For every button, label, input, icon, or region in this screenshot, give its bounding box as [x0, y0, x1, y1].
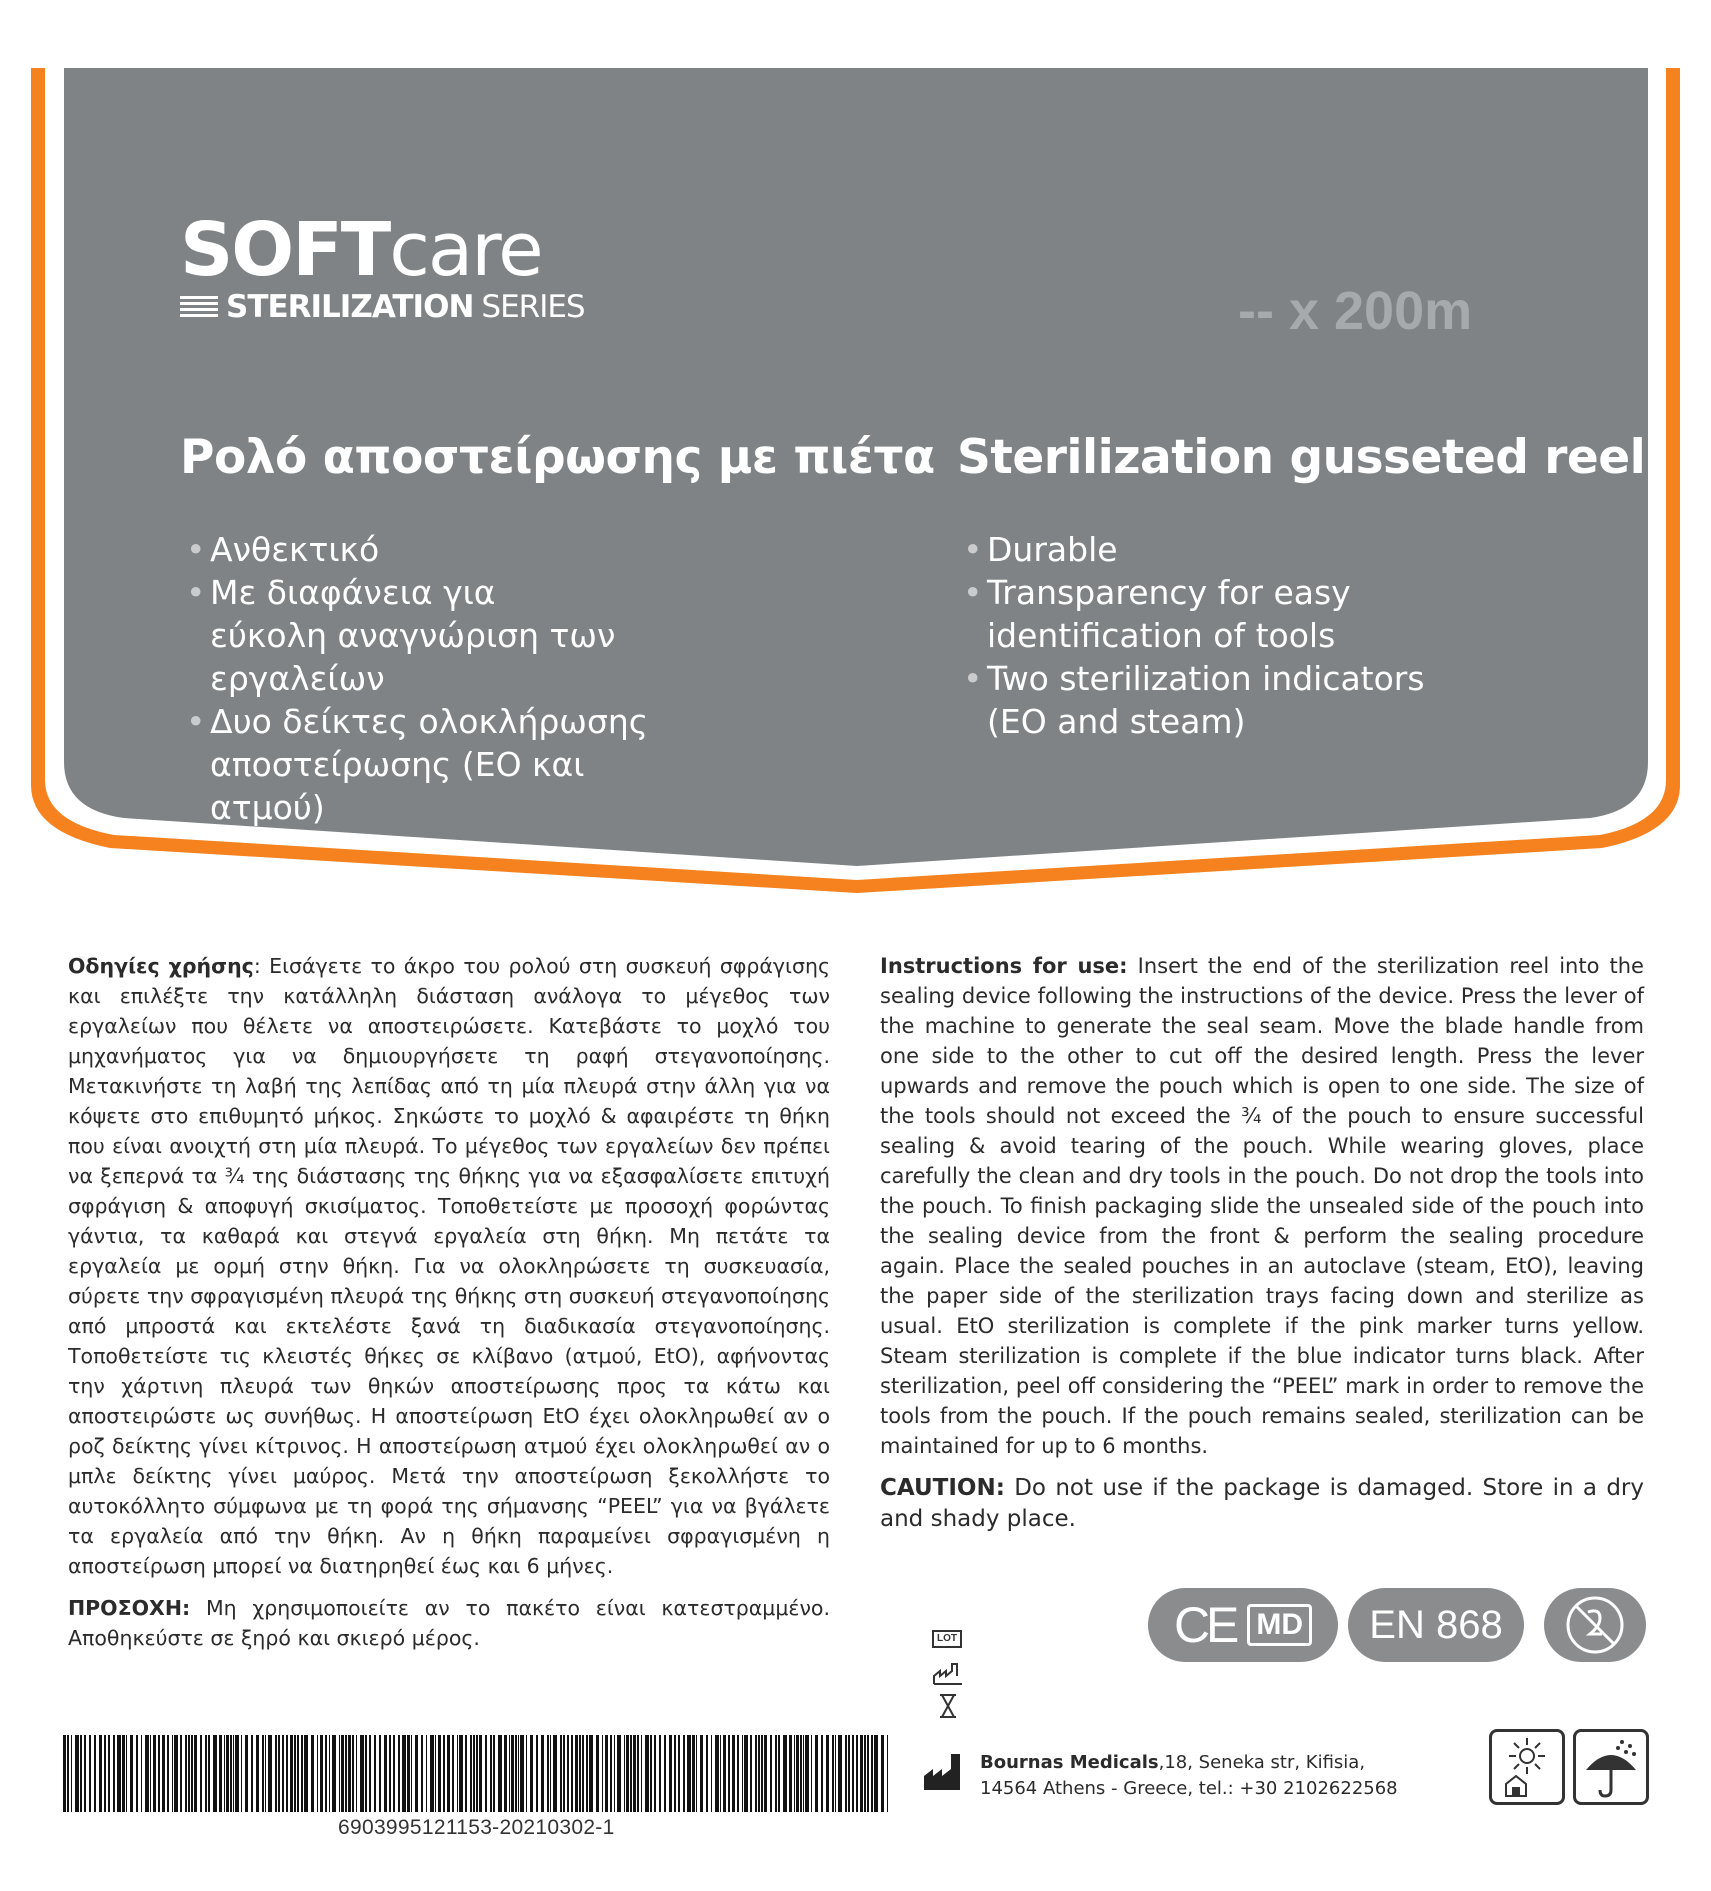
feature-item: • Ανθεκτικό	[180, 528, 680, 571]
keep-dry-symbol	[1573, 1729, 1649, 1805]
barcode-bar	[778, 1735, 780, 1812]
barcode-bar	[624, 1735, 625, 1812]
barcode-bar	[352, 1735, 354, 1812]
barcode-bar	[438, 1735, 441, 1812]
barcode-bar	[490, 1735, 492, 1812]
barcode-bar	[515, 1735, 517, 1812]
barcode-bar	[732, 1735, 735, 1812]
barcode-bar	[586, 1735, 588, 1812]
barcode-bar	[626, 1735, 629, 1812]
lot-icon: LOT	[932, 1630, 962, 1648]
barcode-bar	[803, 1735, 804, 1812]
barcode-bar	[99, 1735, 102, 1812]
barcode-bar	[617, 1735, 621, 1812]
barcode-bar	[191, 1735, 193, 1812]
barcode-bar	[476, 1735, 478, 1812]
barcode-bar	[185, 1735, 187, 1812]
barcode-bar	[687, 1735, 691, 1812]
barcode-bar	[871, 1735, 873, 1812]
barcode-bar	[536, 1735, 538, 1812]
barcode-bar	[683, 1735, 685, 1812]
greek-title: Ρολό αποστείρωσης με πιέτα	[180, 430, 935, 485]
feature-item: • Two sterilization indicators (EO and steam)	[957, 657, 1437, 743]
barcode-bar	[811, 1735, 812, 1812]
no-reuse-icon	[1564, 1594, 1626, 1656]
barcode-bar	[80, 1735, 82, 1812]
barcode-bar	[130, 1735, 133, 1812]
barcode-bar	[235, 1735, 239, 1812]
barcode-bar	[301, 1735, 303, 1812]
feature-item: • Durable	[957, 528, 1437, 571]
barcode-bar	[706, 1735, 708, 1812]
barcode-bar	[282, 1735, 284, 1812]
ce-md-badge	[1148, 1588, 1338, 1662]
barcode-bar	[158, 1735, 160, 1812]
barcode-bar	[860, 1735, 863, 1812]
barcode-bar	[265, 1735, 266, 1812]
barcode-bar	[641, 1735, 642, 1812]
barcode-bar	[674, 1735, 676, 1812]
english-title: Sterilization gusseted reel	[957, 430, 1646, 485]
barcode-bar	[459, 1735, 463, 1812]
barcode-bar	[723, 1735, 726, 1812]
barcode-bar	[805, 1735, 809, 1812]
barcode-bar	[571, 1735, 573, 1812]
barcode-bar	[874, 1735, 878, 1812]
barcode-bar	[393, 1735, 395, 1812]
barcode-bar	[311, 1735, 314, 1812]
barcode-bar	[75, 1735, 79, 1812]
feature-item: • Δυο δείκτες ολοκλήρωσης αποστείρωσης (ΕΟ και ατμού)	[180, 700, 680, 829]
barcode-bar	[696, 1735, 697, 1812]
brand-logo	[180, 207, 585, 325]
barcode-bar	[63, 1735, 66, 1812]
barcode-bar	[94, 1735, 96, 1812]
barcode-bar	[852, 1735, 854, 1812]
barcode-bar	[547, 1735, 549, 1812]
barcode-bar	[678, 1735, 680, 1812]
barcode-bar	[341, 1735, 344, 1812]
barcode-bar	[654, 1735, 656, 1812]
barcode-bar	[614, 1735, 615, 1812]
barcode-bar	[226, 1735, 229, 1812]
barcode-bar	[563, 1735, 565, 1812]
barcode-bar	[145, 1735, 149, 1812]
barcode-bar	[233, 1735, 234, 1812]
barcode-bar	[845, 1735, 847, 1812]
expiry-hourglass-icon	[938, 1693, 958, 1719]
barcode-bar	[329, 1735, 330, 1812]
barcode-bar	[715, 1735, 719, 1812]
manufacturer-info	[980, 1750, 1398, 1802]
barcode-bar	[530, 1735, 533, 1812]
barcode-bar	[520, 1735, 524, 1812]
barcode-bar	[180, 1735, 182, 1812]
barcode-bar	[117, 1735, 121, 1812]
barcode-bar	[789, 1735, 792, 1812]
barcode-bar	[479, 1735, 482, 1812]
barcode-bar	[856, 1735, 858, 1812]
manufacturer-factory-icon	[924, 1754, 970, 1790]
barcode-bar	[447, 1735, 450, 1812]
barcode-bar	[465, 1735, 467, 1812]
barcode-bar	[493, 1735, 495, 1812]
keep-dry-icon	[1576, 1732, 1646, 1802]
barcode-bar	[589, 1735, 593, 1812]
barcode-bar	[602, 1735, 603, 1812]
ce-mark: CE	[1173, 1597, 1236, 1653]
barcode-bar	[356, 1735, 357, 1812]
feature-item: • Με διαφάνεια για εύκολη αναγνώριση των εργαλείων	[180, 571, 620, 700]
barcode-bar	[560, 1735, 562, 1812]
barcode-bar	[153, 1735, 156, 1812]
barcode-bar	[770, 1735, 772, 1812]
barcode-bar	[245, 1735, 248, 1812]
barcode-number: 6903995121153-20210302-1	[338, 1816, 615, 1839]
barcode-bar	[268, 1735, 272, 1812]
barcode-bar	[881, 1735, 884, 1812]
barcode-bar	[470, 1735, 472, 1812]
barcode-bar	[867, 1735, 869, 1812]
barcode-bar	[498, 1735, 502, 1812]
barcode-bar	[304, 1735, 308, 1812]
barcode-bar	[669, 1735, 672, 1812]
barcode-bar	[402, 1735, 406, 1812]
feature-item: • Transparency for easy identification of tools	[957, 571, 1357, 657]
barcode-bar	[720, 1735, 721, 1812]
barcode-bar	[664, 1735, 666, 1812]
barcode-bar	[700, 1735, 703, 1812]
keep-away-from-sunlight-icon	[1492, 1732, 1562, 1802]
barcode-bar	[473, 1735, 475, 1812]
barcode-bar	[838, 1735, 842, 1812]
barcode-bar	[582, 1735, 584, 1812]
barcode-bar	[692, 1735, 695, 1812]
reel-quantity: -- x 200m	[1238, 281, 1473, 341]
barcode-bar	[126, 1735, 127, 1812]
barcode-bar	[610, 1735, 612, 1812]
barcode-bar	[348, 1735, 351, 1812]
brand-series: STERILIZATION SERIES	[180, 290, 585, 324]
series-lines-icon	[180, 296, 218, 318]
barcode-bar	[430, 1735, 434, 1812]
barcode-bar	[213, 1735, 217, 1812]
barcode-bar	[172, 1735, 173, 1812]
barcode-bar	[832, 1735, 834, 1812]
barcode-bar	[230, 1735, 232, 1812]
barcode-bar	[630, 1735, 632, 1812]
barcode-bar	[511, 1735, 514, 1812]
no-reuse-badge	[1544, 1588, 1646, 1662]
barcode-bar	[294, 1735, 296, 1812]
barcode-bar	[398, 1735, 400, 1812]
barcode-bar	[251, 1735, 253, 1812]
barcode-bar	[848, 1735, 850, 1812]
barcode-bar	[374, 1735, 376, 1812]
barcode-bar	[452, 1735, 454, 1812]
barcode-bar	[800, 1735, 802, 1812]
barcode-bar	[104, 1735, 106, 1812]
english-instructions-text: Instructions for use: Insert the end of the sterilization reel into the sealing device following the instructions of the device. Press the lever of the machine to generate the seal seam. Move the blade handle from one side to the other to cut off the desired length. Press the lever upwards and remove the pouch which is open to one side. The size of the tools should not exceed the ¾ of the pouch to ensure successful sealing & avoid tearing of the pouch. While wearing gloves, place carefully the clean and dry tools in the pouch. Do not drop the tools into the pouch. To finish packaging slide the unsealed side of the pouch into the sealing device from the front & perform the sealing procedure again. Place the sealed pouches in an autoclave (steam, EtO), leaving the paper side of the sterilization trays facing down and sterilize as usual. EtO sterilization is complete if the pink marker turns yellow. Steam sterilization is complete if the blue indicator turns black. After sterilization, peel off considering the “PEEL” mark in order to remove the tools from the pouch. If the pouch remains sealed, sterilization can be maintained for up to 6 months.	[880, 954, 1644, 1458]
barcode-bar	[541, 1735, 544, 1812]
barcode-bar	[122, 1735, 125, 1812]
barcode-bar	[113, 1735, 115, 1812]
barcode-bar	[744, 1735, 748, 1812]
barcode-bar	[167, 1735, 169, 1812]
barcode-bar	[650, 1735, 652, 1812]
barcode-bar	[485, 1735, 487, 1812]
keep-away-from-sunlight-symbol	[1489, 1729, 1565, 1805]
barcode-bar	[136, 1735, 138, 1812]
barcode-bar	[162, 1735, 165, 1812]
barcode-bar	[421, 1735, 423, 1812]
barcode-bar	[256, 1735, 259, 1812]
barcode-bar	[332, 1735, 336, 1812]
barcode-bar	[504, 1735, 507, 1812]
barcode-bar	[794, 1735, 795, 1812]
barcode-bar	[205, 1735, 207, 1812]
barcode-bar	[278, 1735, 280, 1812]
manufactured-date-icon	[932, 1660, 964, 1686]
barcode-bar	[108, 1735, 110, 1812]
barcode-bar	[579, 1735, 581, 1812]
barcode-bar	[553, 1735, 557, 1812]
barcode-bar	[411, 1735, 412, 1812]
barcode-bar	[345, 1735, 347, 1812]
barcode-bar	[320, 1735, 323, 1812]
barcode-bar	[711, 1735, 712, 1812]
barcode-bar	[835, 1735, 836, 1812]
barcode-bar	[290, 1735, 293, 1812]
barcode-bar	[241, 1735, 242, 1812]
barcode-bar	[224, 1735, 225, 1812]
barcode-bar	[379, 1735, 381, 1812]
barcode-bar	[219, 1735, 222, 1812]
english-features	[957, 528, 1437, 743]
barcode-bar	[286, 1735, 288, 1812]
barcode-bar	[728, 1735, 730, 1812]
standard-badge: EN 868	[1348, 1588, 1524, 1662]
manufacturer-line-2: 14564 Athens - Greece, tel.: +30 2102622568	[980, 1778, 1398, 1799]
barcode-bar	[518, 1735, 519, 1812]
barcode-bar	[208, 1735, 210, 1812]
barcode-bar	[415, 1735, 418, 1812]
barcode-bar	[645, 1735, 649, 1812]
brand-name: SOFTcare	[180, 207, 542, 293]
barcode-bar	[887, 1735, 888, 1812]
barcode-bar	[297, 1735, 299, 1812]
barcode-bar	[384, 1735, 387, 1812]
barcode-bar	[339, 1735, 340, 1812]
barcode-bar	[426, 1735, 427, 1812]
barcode-bar	[389, 1735, 391, 1812]
barcode-bar	[796, 1735, 799, 1812]
barcode-bar	[262, 1735, 264, 1812]
greek-instructions	[68, 951, 830, 1653]
barcode-bar	[550, 1735, 551, 1812]
barcode-bar	[71, 1735, 72, 1812]
barcode-bar	[526, 1735, 527, 1812]
barcode-bar	[369, 1735, 371, 1812]
greek-instructions-text: Οδηγίες χρήσης: Εισάγετε το άκρο του ρολού στη συσκευή σφράγισης και επιλέξτε την κατάλληλη διάσταση ανάλογα το μέγεθος των εργαλείων που θέλετε να αποστειρώσετε. Κατεβάστε το μοχλό του μηχανήματος για να δημιουργήσετε τη ραφή στεγανοποίησης. Μετακινήστε τη λαβή της λεπίδας από τη μία πλευρά στην άλλη για να κόψετε στο επιθυμητό μήκος. Σηκώστε το μοχλό & αφαιρέστε τη θήκη που είναι ανοιχτή στη μία πλευρά. Το μέγεθος των εργαλείων δεν πρέπει να ξεπερνά τα ¾ της διάστασης της θήκης για να εξασφαλίσετε επιτυχή σφράγιση & αποφυγή σκισίματος. Τοποθετείστε με προσοχή φορώντας γάντια, τα καθαρά και στεγνά εργαλεία στη θήκη. Μη πετάτε τα εργαλεία με ορμή στην θήκη. Για να ολοκληρώσετε τη συσκευασία, σύρετε την σφραγισμένη πλευρά της θήκης στη συσκευή στεγανοποίησης από μπροστά και εκτελέστε ξανά τη διαδικασία στεγανοποίησης. Τοποθετείστε τις κλειστές θήκες σε κλίβανο (ατμού, EtO), αφήνοντας την χάρτινη πλευρά των θηκών αποστείρωσης προς τα κάτω και αποστειρώστε ως συνήθως. Η αποστείρωση EtO έχει ολοκληρωθεί αν ο ροζ δείκτης γίνει κίτρινος. Η αποστείρωση ατμού έχει ολοκληρωθεί αν ο μπλε δείκτης γίνει μαύρος. Μετά την αποστείρωση ξεκολλήστε το αυτοκόλλητο σύμφωνα με τη φορά της σήμανσης “PEEL” για να βγάλετε τα εργαλεία από την θήκη. Αν η θήκη παραμείνει σφραγισμένη η αποστείρωση μπορεί να διατηρηθεί έως και 6 μήνες.	[68, 954, 830, 1578]
barcode-bar	[783, 1735, 787, 1812]
barcode-bar	[826, 1735, 829, 1812]
barcode-bar	[457, 1735, 458, 1812]
barcode-bar	[815, 1735, 818, 1812]
barcode-bar	[750, 1735, 752, 1812]
barcode-bar	[194, 1735, 197, 1812]
barcode-bar	[67, 1735, 69, 1812]
barcode-bar	[761, 1735, 763, 1812]
barcode-bar	[509, 1735, 510, 1812]
barcode-bar	[443, 1735, 445, 1812]
barcode-bar	[89, 1735, 91, 1812]
barcode-bar	[659, 1735, 661, 1812]
barcode-bar	[317, 1735, 318, 1812]
barcode-bar	[275, 1735, 277, 1812]
md-mark: MD	[1247, 1604, 1312, 1646]
barcode-bar	[742, 1735, 743, 1812]
barcode-bar	[435, 1735, 436, 1812]
english-instructions	[880, 951, 1644, 1535]
barcode-bar	[821, 1735, 823, 1812]
barcode-bar	[637, 1735, 639, 1812]
barcode-bar	[200, 1735, 202, 1812]
barcode-bar	[575, 1735, 578, 1812]
greek-caution: ΠΡΟΣΟΧΗ: Μη χρησιμοποιείτε αν το πακέτο είναι κατεστραμμένο. Αποθηκεύστε σε ξηρό και σκιερό μέρος.	[68, 1596, 830, 1650]
barcode-bar	[325, 1735, 327, 1812]
barcode-bar	[633, 1735, 636, 1812]
barcode-bar	[758, 1735, 760, 1812]
english-caution: CAUTION: Do not use if the package is damaged. Store in a dry and shady place.	[880, 1475, 1644, 1532]
barcode-bar	[365, 1735, 367, 1812]
barcode-bar	[174, 1735, 178, 1812]
barcode-bar	[188, 1735, 190, 1812]
barcode-bar	[737, 1735, 739, 1812]
barcode	[63, 1735, 889, 1812]
barcode-bar	[360, 1735, 364, 1812]
barcode-bar	[605, 1735, 608, 1812]
barcode-bar	[775, 1735, 777, 1812]
barcode-bar	[596, 1735, 599, 1812]
greek-features	[180, 528, 680, 829]
barcode-bar	[567, 1735, 569, 1812]
barcode-bar	[141, 1735, 142, 1812]
manufacturer-line-1: Bournas Medicals,18, Seneka str, Kifisia,	[980, 1752, 1366, 1773]
barcode-bar	[84, 1735, 86, 1812]
barcode-bar	[864, 1735, 866, 1812]
barcode-bar	[150, 1735, 151, 1812]
barcode-bar	[764, 1735, 767, 1812]
barcode-bar	[407, 1735, 410, 1812]
barcode-bar	[755, 1735, 757, 1812]
